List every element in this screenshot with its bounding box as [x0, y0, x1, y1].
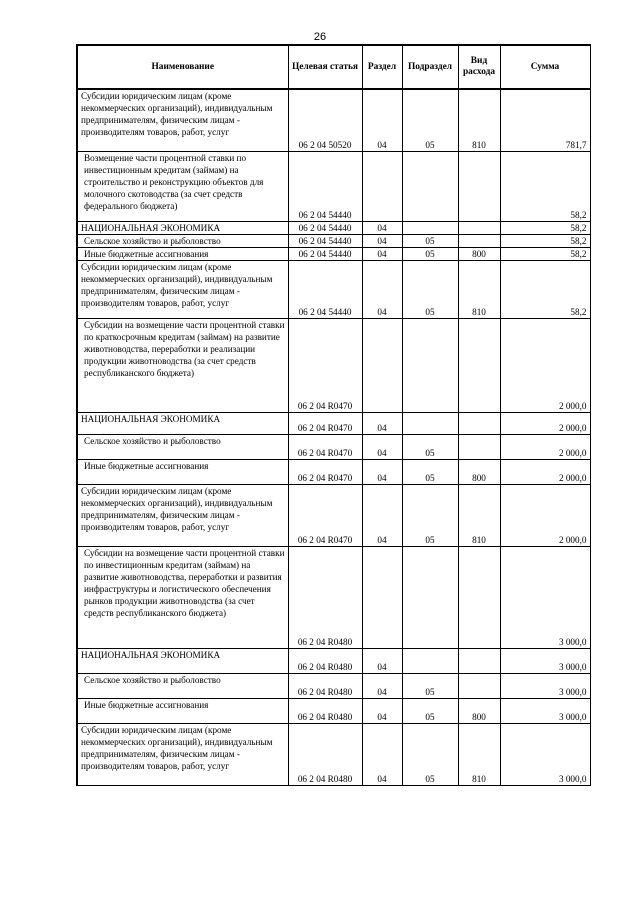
row-subsection [402, 546, 458, 648]
row-target-code: 06 2 04 R0480 [288, 546, 362, 648]
row-subsection: 05 [402, 260, 458, 318]
row-name: Сельское хозяйство и рыболовство [77, 234, 288, 247]
table-row [77, 89, 590, 151]
row-target-code: 06 2 04 54440 [288, 151, 362, 221]
table-header-row [77, 45, 590, 89]
row-expense-type [458, 318, 500, 412]
row-amount: 3 000,0 [500, 698, 590, 723]
row-expense-type: 800 [458, 459, 500, 484]
header-section: Раздел [362, 45, 402, 89]
row-amount: 3 000,0 [500, 723, 590, 785]
row-name: Субсидии юридическим лицам (кроме некоммерческих организаций), индивидуальным предпринимателям, физическим лицам - производителям товаров, работ, услуг [77, 260, 288, 318]
row-expense-type [458, 648, 500, 673]
row-subsection [402, 318, 458, 412]
row-name: Субсидии на возмещение части процентной ставки по краткосрочным кредитам (займам) на развитие животноводства, переработки и реализации продукции животноводства (за счет средств республиканского бюджета) [77, 318, 288, 412]
row-name: Возмещение части процентной ставки по инвестиционным кредитам (займам) на строительство и реконструкцию объектов для молочного скотоводства (за счет средств федерального бюджета) [77, 151, 288, 221]
row-target-code: 06 2 04 54440 [288, 260, 362, 318]
row-section: 04 [362, 412, 402, 434]
row-subsection: 05 [402, 698, 458, 723]
header-amount: Сумма [500, 45, 590, 89]
row-name: НАЦИОНАЛЬНАЯ ЭКОНОМИКА [77, 221, 288, 234]
row-subsection: 05 [402, 459, 458, 484]
table-row [77, 434, 590, 459]
row-expense-type: 810 [458, 89, 500, 151]
header-subsection: Подраздел [402, 45, 458, 89]
row-name: НАЦИОНАЛЬНАЯ ЭКОНОМИКА [77, 412, 288, 434]
row-name: Иные бюджетные ассигнования [77, 698, 288, 723]
table-row [77, 484, 590, 546]
row-subsection: 05 [402, 247, 458, 260]
row-section: 04 [362, 673, 402, 698]
table-row [77, 412, 590, 434]
row-amount: 2 000,0 [500, 412, 590, 434]
row-name: Субсидии на возмещение части процентной ставки по инвестиционным кредитам (займам) на развитие животноводства, переработки и развития инфраструктуры и логистического обеспечения рынков продукции животноводства (за счет средств республиканского бюджета) [77, 546, 288, 648]
row-amount: 2 000,0 [500, 318, 590, 412]
table-row [77, 459, 590, 484]
row-target-code: 06 2 04 R0480 [288, 673, 362, 698]
table-row [77, 247, 590, 260]
row-amount: 2 000,0 [500, 484, 590, 546]
page-number: 26 [313, 31, 327, 43]
row-section: 04 [362, 723, 402, 785]
row-subsection [402, 412, 458, 434]
row-expense-type: 800 [458, 698, 500, 723]
row-name: Иные бюджетные ассигнования [77, 247, 288, 260]
row-subsection [402, 221, 458, 234]
row-name: Сельское хозяйство и рыболовство [77, 434, 288, 459]
row-amount: 58,2 [500, 234, 590, 247]
row-subsection [402, 151, 458, 221]
row-section: 04 [362, 484, 402, 546]
header-target: Целевая статья [288, 45, 362, 89]
row-expense-type [458, 221, 500, 234]
header-name: Наименование [77, 45, 288, 89]
row-section: 04 [362, 434, 402, 459]
row-expense-type: 810 [458, 484, 500, 546]
row-subsection: 05 [402, 89, 458, 151]
row-expense-type [458, 673, 500, 698]
table-row [77, 260, 590, 318]
row-name: НАЦИОНАЛЬНАЯ ЭКОНОМИКА [77, 648, 288, 673]
table-row [77, 698, 590, 723]
row-amount: 58,2 [500, 260, 590, 318]
table-row [77, 673, 590, 698]
row-name: Субсидии юридическим лицам (кроме некоммерческих организаций), индивидуальным предпринимателям, физическим лицам - производителям товаров, работ, услуг [77, 89, 288, 151]
row-expense-type [458, 434, 500, 459]
budget-table [76, 44, 591, 786]
row-target-code: 06 2 04 R0470 [288, 459, 362, 484]
row-subsection: 05 [402, 234, 458, 247]
row-amount: 3 000,0 [500, 546, 590, 648]
row-target-code: 06 2 04 54440 [288, 221, 362, 234]
row-section: 04 [362, 221, 402, 234]
row-target-code: 06 2 04 R0480 [288, 698, 362, 723]
row-name: Сельское хозяйство и рыболовство [77, 673, 288, 698]
row-section: 04 [362, 234, 402, 247]
row-amount: 3 000,0 [500, 673, 590, 698]
row-section: 04 [362, 459, 402, 484]
row-expense-type [458, 234, 500, 247]
row-subsection: 05 [402, 723, 458, 785]
header-expense-type: Вид расхода [458, 45, 500, 89]
row-subsection: 05 [402, 434, 458, 459]
row-expense-type [458, 546, 500, 648]
row-expense-type [458, 151, 500, 221]
row-name: Субсидии юридическим лицам (кроме некоммерческих организаций), индивидуальным предпринимателям, физическим лицам - производителям товаров, работ, услуг [77, 723, 288, 785]
row-section [362, 151, 402, 221]
row-target-code: 06 2 04 R0480 [288, 723, 362, 785]
row-target-code: 06 2 04 54440 [288, 234, 362, 247]
row-amount: 58,2 [500, 247, 590, 260]
row-target-code: 06 2 04 R0470 [288, 318, 362, 412]
row-section [362, 546, 402, 648]
row-target-code: 06 2 04 R0470 [288, 484, 362, 546]
row-expense-type [458, 412, 500, 434]
row-expense-type: 810 [458, 723, 500, 785]
table-row [77, 546, 590, 648]
table-row [77, 648, 590, 673]
row-subsection: 05 [402, 484, 458, 546]
row-target-code: 06 2 04 50520 [288, 89, 362, 151]
table-row [77, 318, 590, 412]
row-section [362, 318, 402, 412]
row-amount: 58,2 [500, 151, 590, 221]
row-target-code: 06 2 04 R0470 [288, 434, 362, 459]
table-row [77, 151, 590, 221]
row-target-code: 06 2 04 R0470 [288, 412, 362, 434]
row-name: Субсидии юридическим лицам (кроме некоммерческих организаций), индивидуальным предпринимателям, физическим лицам - производителям товаров, работ, услуг [77, 484, 288, 546]
row-amount: 781,7 [500, 89, 590, 151]
row-name: Иные бюджетные ассигнования [77, 459, 288, 484]
row-target-code: 06 2 04 R0480 [288, 648, 362, 673]
row-subsection: 05 [402, 673, 458, 698]
row-section: 04 [362, 260, 402, 318]
row-section: 04 [362, 698, 402, 723]
table-row [77, 234, 590, 247]
row-amount: 2 000,0 [500, 434, 590, 459]
row-subsection [402, 648, 458, 673]
table-row [77, 221, 590, 234]
row-section: 04 [362, 648, 402, 673]
row-target-code: 06 2 04 54440 [288, 247, 362, 260]
row-expense-type: 800 [458, 247, 500, 260]
row-section: 04 [362, 89, 402, 151]
table-row [77, 723, 590, 785]
row-amount: 58,2 [500, 221, 590, 234]
row-amount: 2 000,0 [500, 459, 590, 484]
row-expense-type: 810 [458, 260, 500, 318]
row-amount: 3 000,0 [500, 648, 590, 673]
row-section: 04 [362, 247, 402, 260]
